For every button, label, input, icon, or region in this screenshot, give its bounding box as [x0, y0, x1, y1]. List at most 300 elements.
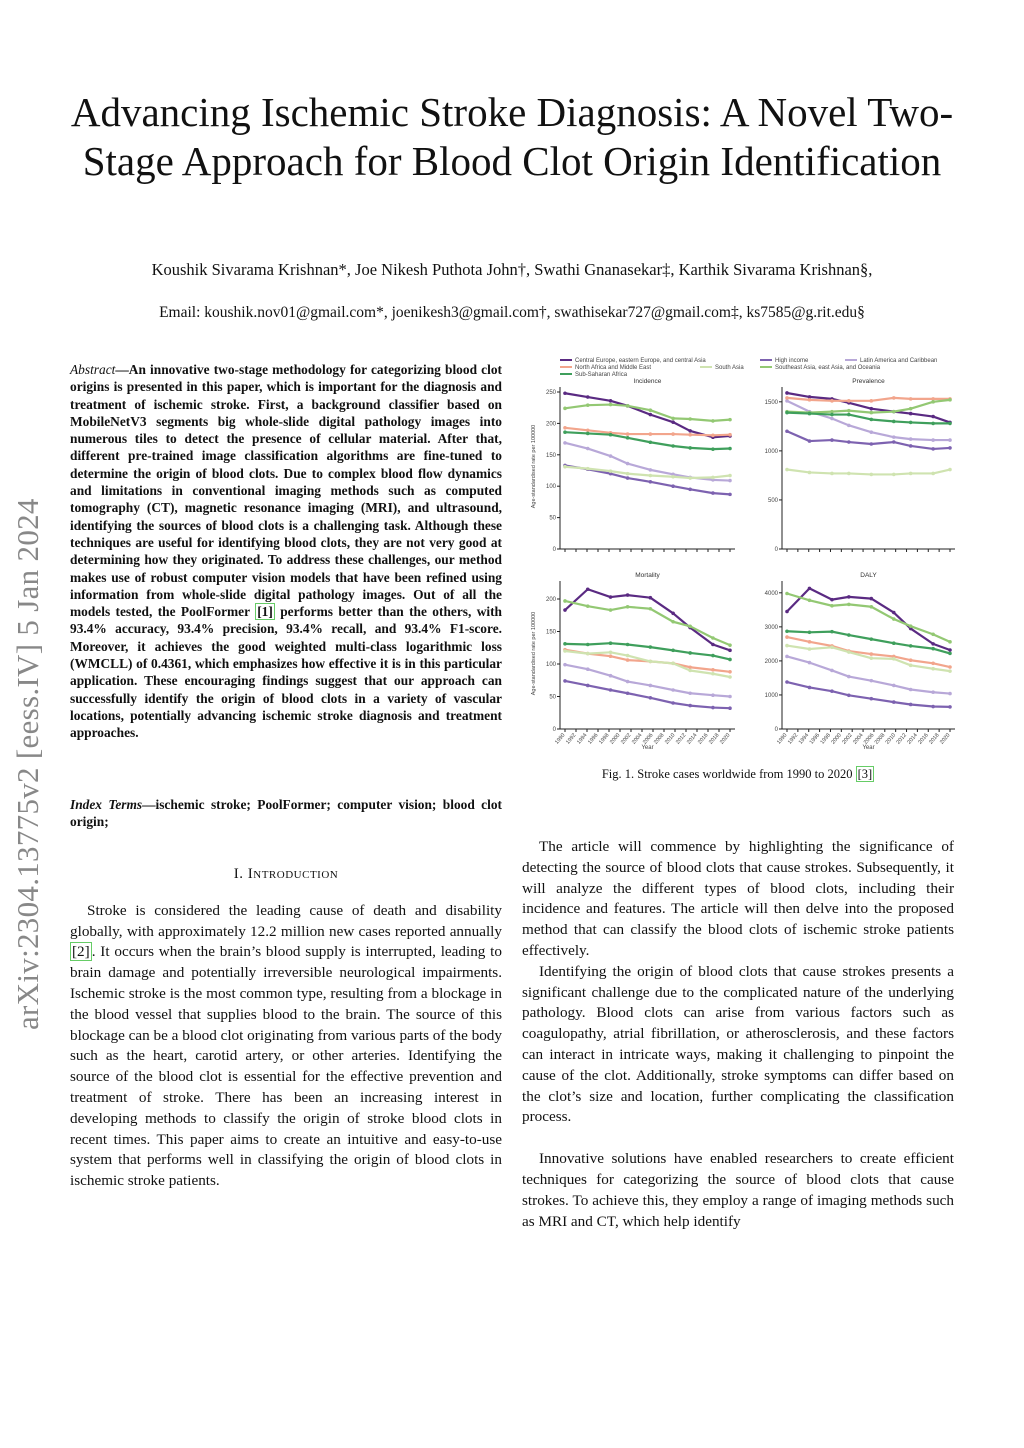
figure-stroke-charts: [520, 352, 970, 757]
data-point: [870, 418, 874, 422]
x-tick-label: 2006: [862, 732, 876, 746]
data-point: [671, 701, 675, 705]
caption-text: Fig. 1. Stroke cases worldwide from 1990 to 2020: [601, 767, 856, 781]
data-point: [909, 412, 913, 416]
data-point: [728, 433, 732, 437]
x-tick-label: 2018: [708, 732, 721, 746]
legend-label: South Asia: [715, 365, 744, 371]
data-point: [563, 679, 567, 683]
x-tick-label: 2018: [928, 732, 941, 746]
data-point: [671, 649, 675, 653]
series-line: [565, 643, 730, 659]
data-point: [847, 409, 851, 413]
data-point: [563, 465, 567, 469]
data-point: [948, 692, 952, 696]
data-point: [931, 667, 935, 671]
data-point: [808, 686, 812, 690]
data-point: [711, 654, 715, 658]
data-point: [586, 587, 590, 591]
data-point: [563, 391, 567, 395]
data-point: [870, 473, 874, 477]
x-tick-label: 2008: [873, 732, 887, 746]
data-point: [785, 629, 789, 633]
data-point: [586, 667, 590, 671]
data-point: [931, 633, 935, 637]
data-point: [909, 703, 913, 707]
index-terms-label: Index Terms: [70, 797, 143, 812]
series-line: [787, 470, 950, 475]
data-point: [688, 429, 692, 433]
x-tick-label: 2002: [620, 732, 633, 746]
data-point: [671, 432, 675, 436]
series-line: [565, 589, 730, 650]
x-tick-label: 1992: [565, 732, 578, 746]
author-emails: Email: koushik.nov01@gmail.com*, joenikesh3@gmail.com†, swathisekar727@gmail.com‡, ks7585@g.rit.edu§: [159, 304, 865, 321]
data-point: [847, 440, 851, 444]
data-point: [785, 644, 789, 648]
data-point: [671, 417, 675, 421]
data-point: [892, 657, 896, 661]
data-point: [892, 410, 896, 414]
data-point: [909, 688, 913, 692]
section-heading: I. Introduction: [233, 866, 339, 882]
data-point: [609, 469, 613, 473]
data-point: [563, 642, 567, 646]
data-point: [563, 426, 567, 430]
data-point: [948, 422, 952, 426]
data-point: [909, 437, 913, 441]
data-point: [626, 593, 630, 597]
data-point: [609, 608, 613, 612]
data-point: [847, 472, 851, 476]
data-point: [586, 643, 590, 647]
data-point: [649, 696, 653, 700]
panel-title: Prevalence: [852, 378, 885, 385]
data-point: [870, 605, 874, 609]
data-point: [830, 630, 834, 634]
data-point: [728, 418, 732, 422]
y-tick-label: 150: [545, 629, 556, 636]
data-point: [626, 643, 630, 647]
data-point: [785, 635, 789, 639]
panel-title: Mortality: [635, 572, 660, 579]
y-tick-label: 50: [549, 515, 556, 522]
data-point: [563, 649, 567, 653]
data-point: [711, 636, 715, 640]
data-point: [808, 647, 812, 651]
x-tick-label: 1992: [786, 732, 800, 746]
data-point: [728, 658, 732, 662]
data-point: [830, 645, 834, 649]
data-point: [847, 399, 851, 403]
data-point: [586, 403, 590, 407]
paragraph: The article will commence by highlighting the significance of detecting the source of blood clots that cause strokes. Subsequently, it will analyze the different types of blood clots, including their incidence and features. The article will then delve into the proposed method that can classify the blood clots of ischemic stroke patients effectively.: [522, 838, 954, 959]
data-point: [892, 684, 896, 688]
legend-label: Central Europe, eastern Europe, and central Asia: [575, 358, 706, 364]
data-point: [830, 413, 834, 417]
legend-label: Southeast Asia, east Asia, and Oceania: [775, 365, 881, 371]
data-point: [626, 472, 630, 476]
data-point: [688, 704, 692, 708]
series-line: [787, 401, 950, 440]
data-point: [808, 661, 812, 665]
data-point: [847, 693, 851, 697]
data-point: [626, 476, 630, 480]
data-point: [563, 441, 567, 445]
x-tick-label: 1998: [598, 732, 611, 746]
intro-text: Stroke is considered the leading cause of death and disability globally, with approximately 12.2 million new cases reported annually: [70, 901, 502, 940]
data-point: [931, 705, 935, 709]
data-point: [847, 424, 851, 428]
data-point: [609, 454, 613, 458]
legend-label: Sub-Saharan Africa: [575, 372, 628, 378]
data-point: [948, 468, 952, 472]
data-point: [688, 433, 692, 437]
data-point: [609, 674, 613, 678]
data-point: [649, 607, 653, 611]
paragraph: Innovative solutions have enabled researchers to create efficient techniques for categorizing the source of blood clots that cause strokes. To achieve this, they employ a range of imaging methods such as MRI and CT, which help identify: [522, 1150, 954, 1230]
data-point: [830, 689, 834, 693]
data-point: [711, 491, 715, 495]
data-point: [649, 596, 653, 600]
data-point: [948, 652, 952, 656]
data-point: [711, 706, 715, 710]
y-tick-label: 200: [545, 597, 556, 603]
introduction: [70, 864, 502, 1192]
x-tick-label: 2016: [697, 732, 710, 746]
data-point: [563, 608, 567, 612]
data-point: [626, 605, 630, 609]
data-point: [609, 654, 613, 658]
data-point: [948, 640, 952, 644]
data-point: [830, 669, 834, 673]
y-tick-label: 50: [549, 694, 556, 701]
data-point: [671, 612, 675, 616]
x-tick-label: 2012: [675, 732, 688, 746]
data-point: [847, 413, 851, 417]
data-point: [609, 403, 613, 407]
data-point: [909, 658, 913, 662]
data-point: [830, 417, 834, 421]
data-point: [892, 700, 896, 704]
x-tick-label: 2004: [631, 732, 644, 746]
x-tick-label: 2020: [939, 732, 952, 746]
data-point: [785, 655, 789, 659]
index-terms-text: —ischemic stroke; PoolFormer; computer vision; blood clot origin;: [70, 797, 502, 830]
data-point: [563, 430, 567, 434]
paper-title: Advancing Ischemic Stroke Diagnosis: A Novel Two-Stage Approach for Blood Clot Origin Identification: [70, 89, 954, 184]
data-point: [711, 693, 715, 697]
data-point: [931, 447, 935, 451]
y-tick-label: 150: [545, 452, 556, 459]
data-point: [586, 652, 590, 656]
data-point: [808, 599, 812, 603]
data-point: [870, 656, 874, 660]
x-tick-label: 1994: [576, 732, 589, 746]
data-point: [892, 440, 896, 444]
series-line: [787, 682, 950, 707]
citation-link[interactable]: [2]: [72, 943, 90, 961]
data-point: [892, 420, 896, 424]
x-tick-label: 2020: [719, 732, 732, 746]
series-line: [787, 646, 950, 672]
intro-paragraph: [70, 901, 502, 1192]
y-tick-label: 100: [545, 484, 556, 491]
data-point: [785, 680, 789, 684]
data-point: [728, 695, 732, 699]
data-point: [785, 411, 789, 415]
x-tick-label: 2014: [686, 732, 699, 746]
y-axis-label: Age-standardised rate per 100000: [531, 611, 537, 696]
y-tick-label: 0: [774, 727, 778, 733]
data-point: [671, 484, 675, 488]
data-point: [728, 474, 732, 478]
data-point: [870, 679, 874, 683]
arxiv-identifier[interactable]: arXiv:2304.13775v2 [eess.IV] 5 Jan 2024: [10, 498, 45, 1030]
data-point: [948, 438, 952, 442]
data-point: [563, 663, 567, 667]
data-point: [671, 475, 675, 479]
data-point: [909, 624, 913, 628]
x-tick-label: 2010: [884, 732, 898, 746]
y-tick-label: 0: [774, 547, 778, 553]
series-line: [787, 413, 950, 424]
panel-title: Incidence: [633, 378, 662, 385]
y-axis-label: Age-standardised rate per 100000: [531, 424, 537, 509]
abstract-text-cont: performs better than the others, with 93.4% accuracy, 93.4% precision, 93.4% recall, and 93.4% F1-score. Moreover, it achieves the good weighted multi-class logarithmic loss (WMCLL) of 0.4361, which emphasizes how effective it is in this particular application. These encouraging findings suggest that our approach can successfully identify the origin of blood clots in a variety of vascular locations, potentially advancing ischemic stroke diagnosis and treatment approaches.: [70, 604, 502, 741]
data-point: [609, 641, 613, 645]
y-tick-label: 100: [545, 662, 556, 668]
data-point: [870, 442, 874, 446]
data-point: [609, 399, 613, 403]
citation-link[interactable]: [1]: [257, 604, 273, 620]
data-point: [728, 649, 732, 653]
data-point: [649, 684, 653, 688]
x-tick-label: 2010: [664, 732, 677, 746]
data-point: [711, 447, 715, 451]
data-point: [931, 438, 935, 442]
data-point: [671, 662, 675, 666]
data-point: [649, 474, 653, 478]
data-point: [830, 598, 834, 602]
x-tick-label: 2012: [895, 732, 909, 746]
x-tick-label: 2014: [906, 732, 919, 746]
data-point: [671, 620, 675, 624]
data-point: [586, 432, 590, 436]
y-tick-label: 1500: [764, 399, 778, 406]
data-point: [830, 399, 834, 403]
y-tick-label: 0: [552, 547, 556, 553]
data-point: [909, 664, 913, 668]
data-point: [649, 408, 653, 412]
legend-label: High income: [775, 358, 809, 364]
intro-text-cont: . It occurs when the brain’s blood supply is interrupted, leading to brain damage and potentially irreversible neurological impairments. Ischemic stroke is the most common type, resulting from a blockage in the blood vessel that supplies blood to the brain. The source of this blockage can be a blood clot originating from various parts of the body such as the heart, carotid artery, or other arteries. Identifying the source of the blood clot is essential for the effective prevention and treatment of stroke. There has been an increasing interest in developing methods to classify the origin of stroke blood clots in recent times. This paper aims to create an intuitive and easy-to-use system that performs well in classifying the origin of blood clots in ischemic stroke patients.: [70, 943, 502, 1190]
data-point: [808, 640, 812, 644]
data-point: [728, 643, 732, 647]
abstract-label: Abstract: [70, 362, 116, 377]
data-point: [909, 472, 913, 476]
data-point: [892, 473, 896, 477]
data-point: [671, 688, 675, 692]
citation-link[interactable]: [3]: [857, 767, 873, 781]
data-point: [649, 480, 653, 484]
data-point: [688, 417, 692, 421]
abstract-text: —An innovative two-stage methodology for categorizing blood clot origins is presented in this paper, which is important for the diagnosis and treatment of ischemic stroke. First, a background classifier based on MobileNetV3 segments big whole-slide digital pathology images into numerous tiles to detect the presence of cellular material. After that, different pre-trained image classification algorithms are fine-tuned to determine the origin of blood clots. Due to complex blood flow dynamics and limitations in conventional imaging methods such as computed tomography (CT), magnetic resonance imaging (MRI), and ultrasound, identifying the sources of blood clots is a challenging task. Although these techniques are useful for identifying blood clots, they are not very good at determining how they originated. To address these challenges, our method makes use of robust computer vision models that have been refined using information from whole-slide digital pathology images. Out of all the models tested, the PoolFormer: [70, 362, 502, 620]
data-point: [847, 603, 851, 607]
data-point: [626, 404, 630, 408]
data-point: [892, 396, 896, 400]
data-point: [586, 604, 590, 608]
data-point: [728, 447, 732, 451]
data-point: [649, 660, 653, 664]
panel-title: DALY: [860, 572, 877, 579]
x-tick-label: 2002: [841, 732, 854, 746]
data-point: [892, 435, 896, 439]
legend-label: Latin America and Caribbean: [860, 358, 938, 364]
data-point: [785, 610, 789, 614]
data-point: [847, 675, 851, 679]
data-point: [808, 631, 812, 635]
x-tick-label: 1998: [819, 732, 832, 746]
data-point: [563, 407, 567, 411]
data-point: [870, 652, 874, 656]
x-tick-label: 2008: [653, 732, 666, 746]
y-tick-label: 0: [552, 727, 556, 733]
data-point: [931, 400, 935, 404]
data-point: [586, 395, 590, 399]
data-point: [728, 479, 732, 483]
x-tick-label: 2016: [917, 732, 930, 746]
y-tick-label: 500: [767, 497, 778, 504]
data-point: [931, 690, 935, 694]
data-point: [711, 476, 715, 480]
data-point: [688, 488, 692, 492]
data-point: [948, 398, 952, 402]
data-point: [909, 644, 913, 648]
data-point: [830, 604, 834, 608]
x-tick-label: 1996: [808, 732, 822, 746]
data-point: [711, 434, 715, 438]
data-point: [785, 396, 789, 400]
data-point: [688, 625, 692, 629]
data-point: [931, 661, 935, 665]
x-axis-label: Year: [641, 745, 654, 751]
data-point: [711, 668, 715, 672]
y-tick-label: 1000: [764, 448, 778, 455]
data-point: [609, 595, 613, 599]
data-point: [649, 468, 653, 472]
data-point: [785, 429, 789, 433]
data-point: [626, 658, 630, 662]
data-point: [931, 472, 935, 476]
data-point: [948, 648, 952, 652]
data-point: [847, 595, 851, 599]
data-point: [688, 691, 692, 695]
x-axis-label: Year: [862, 745, 875, 751]
index-terms: [70, 796, 502, 831]
series-line: [787, 398, 950, 401]
data-point: [892, 617, 896, 621]
data-point: [586, 684, 590, 688]
x-tick-label: 2004: [852, 732, 865, 746]
y-tick-label: 2000: [764, 658, 778, 665]
data-point: [728, 493, 732, 497]
data-point: [586, 429, 590, 433]
data-point: [649, 645, 653, 649]
y-tick-label: 3000: [764, 624, 778, 631]
data-point: [711, 672, 715, 676]
data-point: [870, 597, 874, 601]
data-point: [830, 438, 834, 442]
data-point: [870, 637, 874, 641]
data-point: [626, 432, 630, 436]
x-tick-label: 1996: [587, 732, 600, 746]
right-column-text: [522, 837, 954, 1232]
data-point: [609, 433, 613, 437]
data-point: [671, 420, 675, 424]
data-point: [931, 642, 935, 646]
data-point: [847, 633, 851, 637]
x-tick-label: 2000: [830, 732, 843, 746]
data-point: [728, 670, 732, 674]
data-point: [931, 415, 935, 419]
data-point: [931, 647, 935, 651]
data-point: [711, 643, 715, 647]
data-point: [847, 650, 851, 654]
series-line: [787, 588, 950, 650]
x-tick-label: 1994: [797, 732, 811, 746]
data-point: [808, 587, 812, 591]
data-point: [870, 399, 874, 403]
data-point: [931, 422, 935, 426]
data-point: [808, 412, 812, 416]
data-point: [808, 471, 812, 475]
data-point: [626, 680, 630, 684]
data-point: [609, 688, 613, 692]
x-tick-label: 2000: [609, 732, 622, 746]
data-point: [711, 419, 715, 423]
abstract: [70, 361, 502, 742]
data-point: [626, 462, 630, 466]
data-point: [785, 592, 789, 596]
data-point: [909, 421, 913, 425]
data-point: [948, 669, 952, 673]
data-point: [626, 654, 630, 658]
y-tick-label: 250: [545, 390, 556, 396]
figure-caption: [522, 767, 954, 782]
data-point: [586, 447, 590, 451]
data-point: [688, 446, 692, 450]
data-point: [909, 444, 913, 448]
data-point: [586, 467, 590, 471]
data-point: [728, 706, 732, 710]
data-point: [830, 472, 834, 476]
data-point: [688, 651, 692, 655]
data-point: [649, 413, 653, 417]
data-point: [688, 665, 692, 669]
author-list: Koushik Sivarama Krishnan*, Joe Nikesh Puthota John†, Swathi Gnanasekar‡, Karthik Sivarama Krishnan§,: [151, 260, 873, 279]
x-tick-label: 2006: [642, 732, 655, 746]
data-point: [609, 651, 613, 655]
data-point: [671, 444, 675, 448]
data-point: [626, 436, 630, 440]
y-tick-label: 200: [545, 421, 556, 428]
data-point: [649, 432, 653, 436]
data-point: [870, 697, 874, 701]
data-point: [948, 665, 952, 669]
y-tick-label: 4000: [764, 590, 778, 597]
data-point: [808, 439, 812, 443]
